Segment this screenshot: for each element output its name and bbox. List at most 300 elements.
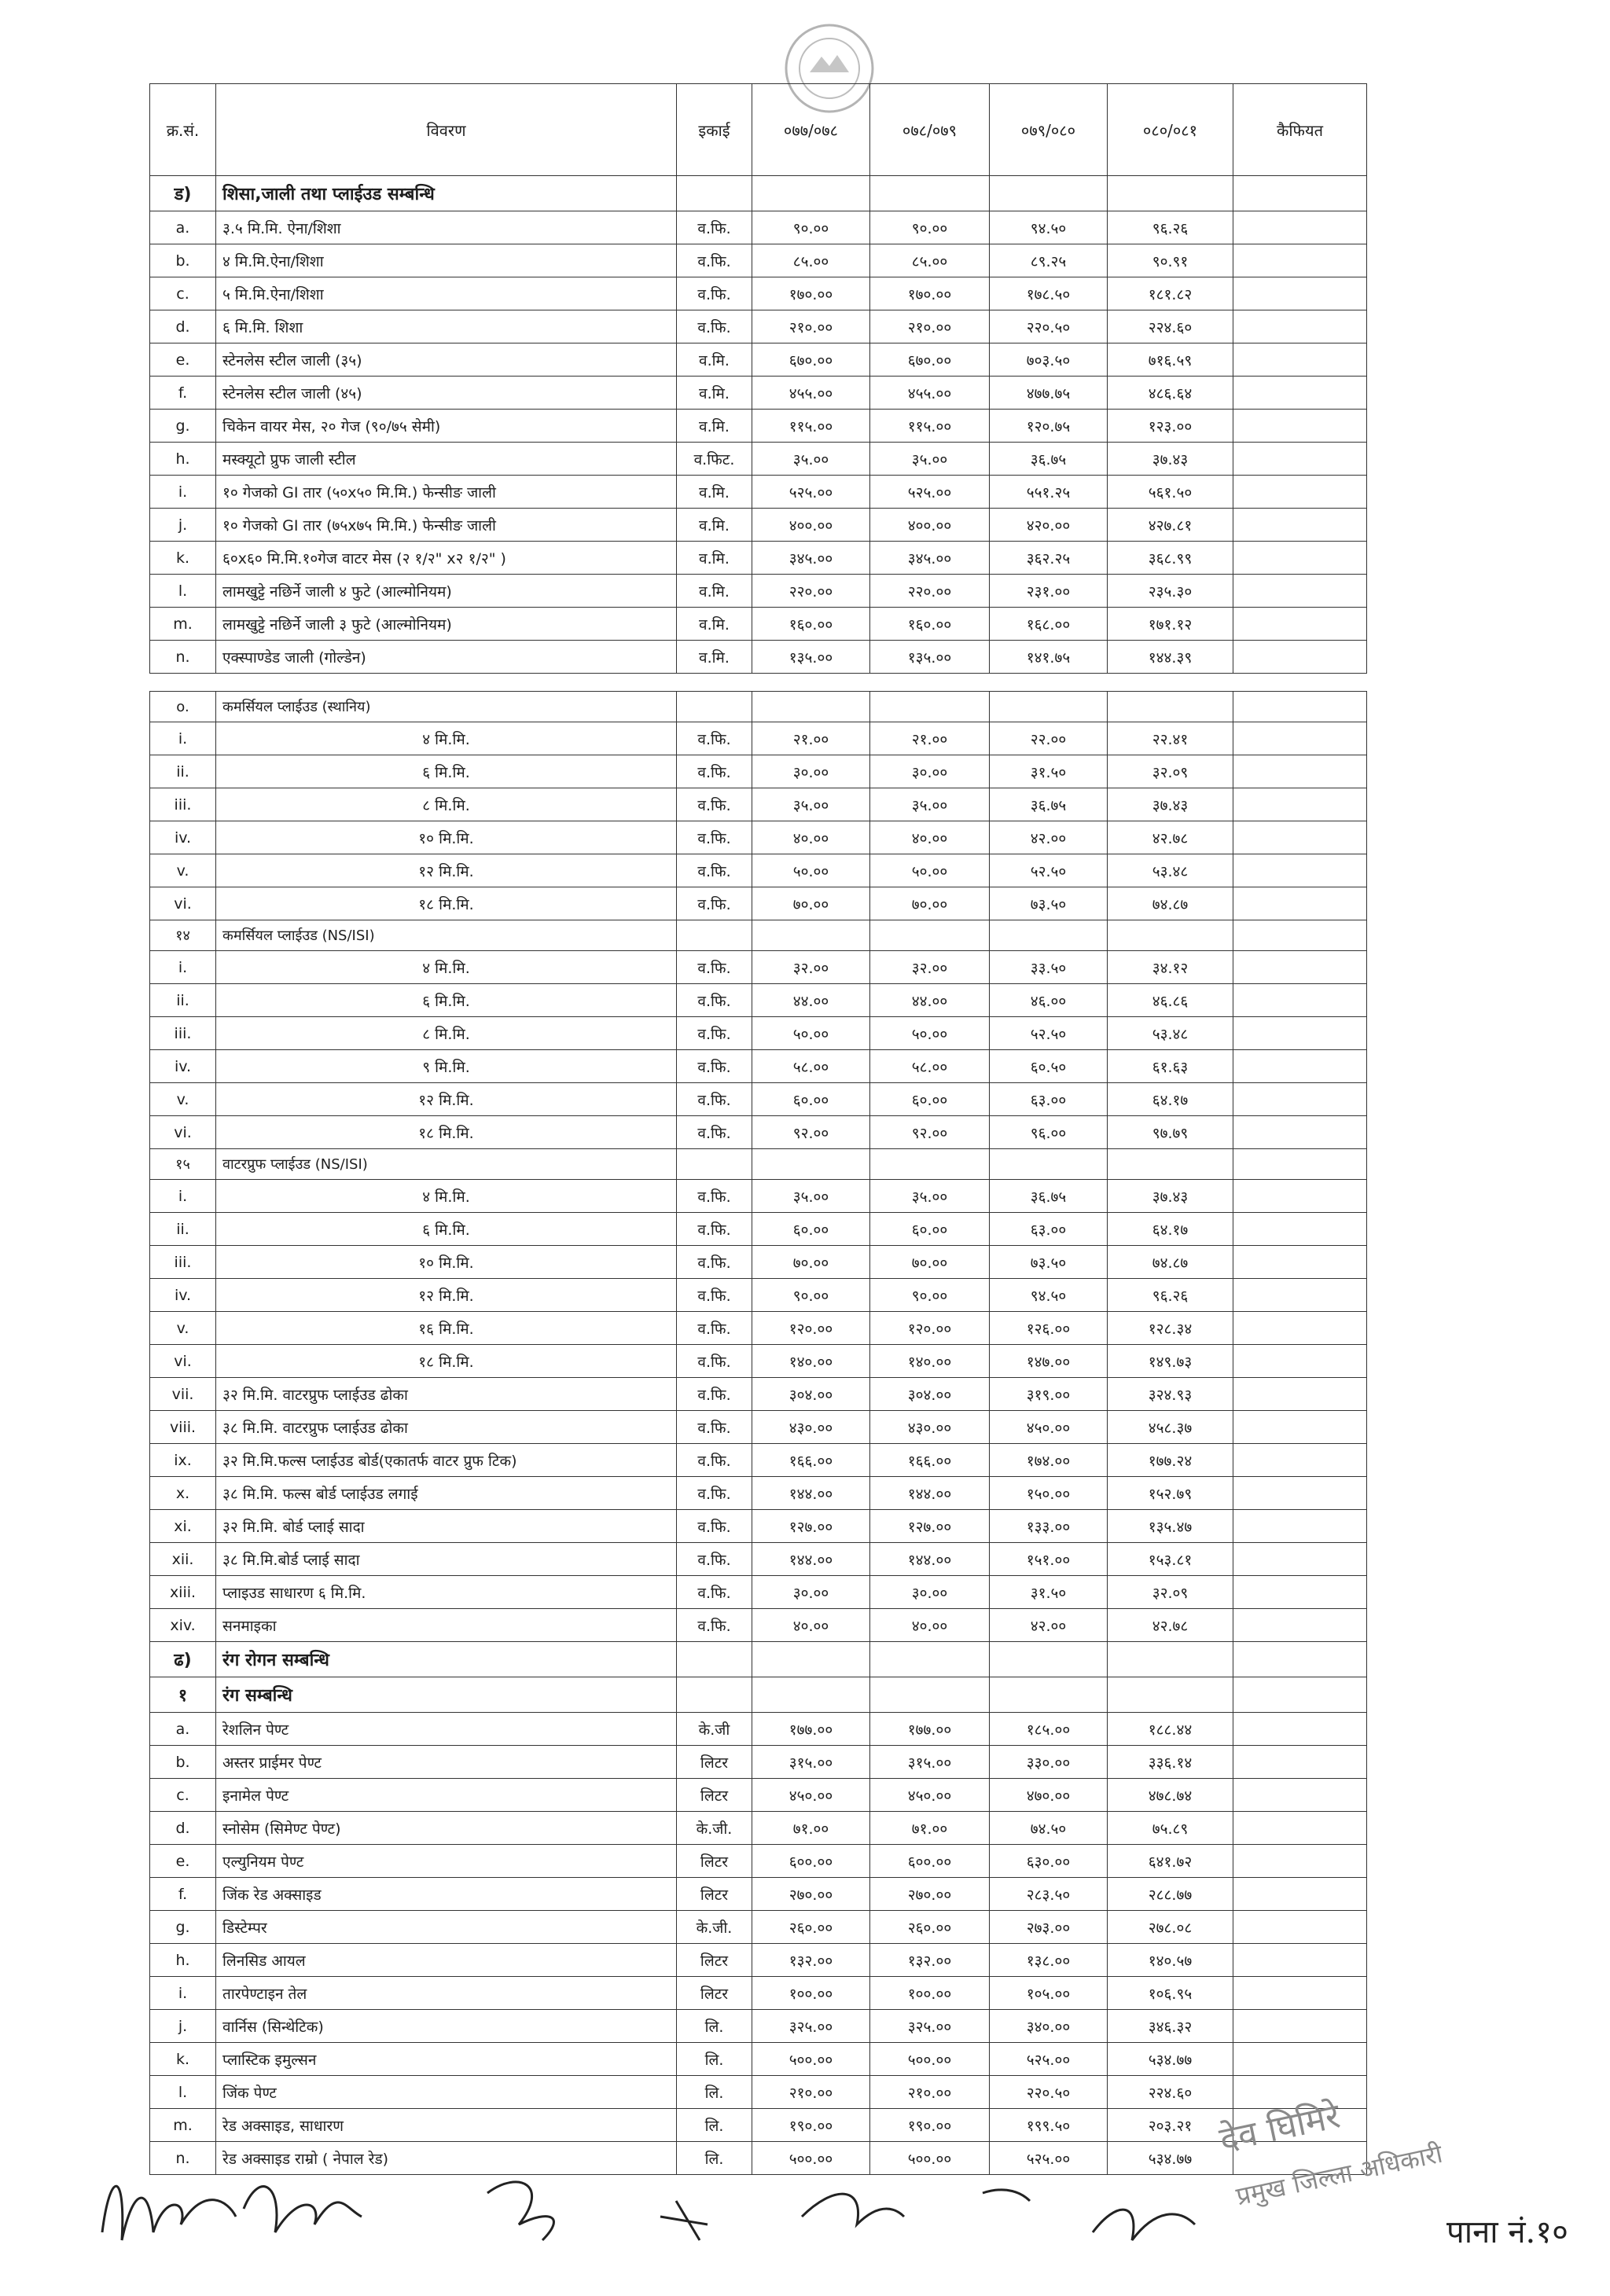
row-value-year-4: १३५.४७ [1108, 1510, 1233, 1543]
row-unit: व.मि. [677, 410, 752, 443]
header-remarks: कैफियत [1233, 84, 1367, 176]
row-value-year-1: १२०.०० [752, 1312, 870, 1345]
row-value-year-2: ६०.०० [870, 1213, 990, 1246]
row-description: एक्स्पाण्डेड जाली (गोल्डेन) [216, 641, 677, 674]
row-remarks [1233, 1477, 1367, 1510]
row-unit: व.फि. [677, 1411, 752, 1444]
row-value-year-4: ५६१.५० [1108, 476, 1233, 509]
row-remarks [1233, 476, 1367, 509]
row-unit: व.मि. [677, 509, 752, 542]
row-value-year-4: १४०.५७ [1108, 1944, 1233, 1977]
row-value-year-3: ४५०.०० [990, 1411, 1108, 1444]
row-value-year-2: ९२.०० [870, 1116, 990, 1149]
header-description: विवरण [216, 84, 677, 176]
row-value-year-2: ३२.०० [870, 951, 990, 984]
table-row [150, 1279, 1367, 1312]
section-empty [677, 176, 752, 211]
row-value-year-4: ३४६.३२ [1108, 2010, 1233, 2043]
row-sn: v. [150, 854, 216, 887]
row-value-year-1: ९०.०० [752, 211, 870, 244]
table-row [150, 575, 1367, 608]
row-description: १८ मि.मि. [216, 1116, 677, 1149]
row-remarks [1233, 1944, 1367, 1977]
row-value-year-3: ३१.५० [990, 1576, 1108, 1609]
row-description: सनमाइका [216, 1609, 677, 1642]
row-description: लामखुट्टे नछिर्ने जाली ४ फुटे (आल्मोनियम) [216, 575, 677, 608]
row-unit: व.फि. [677, 1246, 752, 1279]
row-value-year-4: ३७.४३ [1108, 788, 1233, 821]
table-row [150, 1246, 1367, 1279]
row-value-year-2: ६००.०० [870, 1845, 990, 1878]
row-sn: l. [150, 575, 216, 608]
table-row [150, 1944, 1367, 1977]
section-empty [1233, 1642, 1367, 1677]
row-remarks [1233, 887, 1367, 920]
row-unit: लि. [677, 2142, 752, 2175]
row-remarks [1233, 1083, 1367, 1116]
row-value-year-2: ४३०.०० [870, 1411, 990, 1444]
row-value-year-4: ४२७.८१ [1108, 509, 1233, 542]
row-value-year-4: ७४.८७ [1108, 887, 1233, 920]
row-value-year-3: ३६.७५ [990, 443, 1108, 476]
row-remarks [1233, 1977, 1367, 2010]
section-row [150, 692, 1367, 722]
row-unit: व.फि. [677, 722, 752, 755]
section-empty [1233, 1677, 1367, 1713]
table-row [150, 410, 1367, 443]
row-unit: व.फि. [677, 1576, 752, 1609]
row-description: तारपेण्टाइन तेल [216, 1977, 677, 2010]
table-row [150, 1345, 1367, 1378]
row-value-year-2: २६०.०० [870, 1911, 990, 1944]
section-empty [677, 1677, 752, 1713]
row-sn: b. [150, 244, 216, 277]
row-value-year-3: १५१.०० [990, 1543, 1108, 1576]
section-empty [1108, 1677, 1233, 1713]
row-description: ३२ मि.मि. बोर्ड प्लाई सादा [216, 1510, 677, 1543]
row-sn: xiv. [150, 1609, 216, 1642]
row-value-year-2: ३०.०० [870, 755, 990, 788]
table-row [150, 1378, 1367, 1411]
row-unit: लिटर [677, 1878, 752, 1911]
row-description: ६०x६० मि.मि.१०गेज वाटर मेस (२ १/२" x२ १/२" ) [216, 542, 677, 575]
row-remarks [1233, 1510, 1367, 1543]
table-row [150, 1477, 1367, 1510]
row-sn: m. [150, 2109, 216, 2142]
row-value-year-4: ४८६.६४ [1108, 377, 1233, 410]
row-value-year-2: ४५०.०० [870, 1779, 990, 1812]
row-value-year-3: ७०३.५० [990, 343, 1108, 377]
row-value-year-3: ७३.५० [990, 887, 1108, 920]
section-empty [677, 1149, 752, 1180]
row-value-year-2: १३२.०० [870, 1944, 990, 1977]
row-value-year-3: ६०.५० [990, 1050, 1108, 1083]
row-value-year-3: ५२५.०० [990, 2043, 1108, 2076]
row-description: १० गेजको GI तार (७५x७५ मि.मि.) फेन्सीङ जाली [216, 509, 677, 542]
row-value-year-1: ७०.०० [752, 1246, 870, 1279]
row-sn: e. [150, 1845, 216, 1878]
row-value-year-2: १३५.०० [870, 641, 990, 674]
row-sn: iii. [150, 1017, 216, 1050]
row-remarks [1233, 211, 1367, 244]
row-remarks [1233, 1279, 1367, 1312]
row-value-year-2: ४००.०० [870, 509, 990, 542]
row-description: स्नोसेम (सिमेण्ट पेण्ट) [216, 1812, 677, 1845]
row-value-year-4: ३४.१२ [1108, 951, 1233, 984]
table-row [150, 1083, 1367, 1116]
row-remarks [1233, 1050, 1367, 1083]
row-remarks [1233, 1444, 1367, 1477]
row-value-year-4: ९७.७९ [1108, 1116, 1233, 1149]
row-sn: iv. [150, 821, 216, 854]
row-value-year-2: १२०.०० [870, 1312, 990, 1345]
row-description: स्टेनलेस स्टील जाली (३५) [216, 343, 677, 377]
row-value-year-3: ३१९.०० [990, 1378, 1108, 1411]
row-value-year-3: १३८.०० [990, 1944, 1108, 1977]
row-value-year-3: ९४.५० [990, 211, 1108, 244]
row-value-year-4: १४९.७३ [1108, 1345, 1233, 1378]
row-value-year-1: ४५०.०० [752, 1779, 870, 1812]
section-empty [677, 692, 752, 722]
row-value-year-4: २०३.२१ [1108, 2109, 1233, 2142]
row-description: ५ मि.मि.ऐना/शिशा [216, 277, 677, 310]
section-empty [752, 1677, 870, 1713]
row-description: डिस्टेम्पर [216, 1911, 677, 1944]
row-sn: viii. [150, 1411, 216, 1444]
row-sn: vi. [150, 1345, 216, 1378]
row-value-year-3: ६३.०० [990, 1083, 1108, 1116]
row-value-year-4: ९६.२६ [1108, 211, 1233, 244]
row-value-year-1: ७०.०० [752, 887, 870, 920]
row-unit: व.फि. [677, 1312, 752, 1345]
price-table-sheet [149, 83, 1366, 2175]
row-unit: व.फि. [677, 1213, 752, 1246]
row-description: ६ मि.मि. शिशा [216, 310, 677, 343]
row-remarks [1233, 244, 1367, 277]
row-value-year-2: १४४.०० [870, 1477, 990, 1510]
row-value-year-3: २२०.५० [990, 310, 1108, 343]
row-remarks [1233, 788, 1367, 821]
row-value-year-1: ५८.०० [752, 1050, 870, 1083]
row-remarks [1233, 2043, 1367, 2076]
row-value-year-1: २१०.०० [752, 2076, 870, 2109]
row-value-year-4: ३२४.९३ [1108, 1378, 1233, 1411]
table-row [150, 788, 1367, 821]
row-value-year-2: १४४.०० [870, 1543, 990, 1576]
section-title: वाटरप्रुफ प्लाईउड (NS/ISI) [216, 1149, 677, 1180]
row-value-year-4: ३७.४३ [1108, 443, 1233, 476]
row-unit: व.फि. [677, 887, 752, 920]
row-sn: k. [150, 542, 216, 575]
row-description: जिंक पेण्ट [216, 2076, 677, 2109]
row-sn: iii. [150, 788, 216, 821]
row-value-year-3: १९९.५० [990, 2109, 1108, 2142]
row-unit: व.फि. [677, 1609, 752, 1642]
table-row [150, 2043, 1367, 2076]
table-row [150, 1510, 1367, 1543]
row-value-year-1: २१०.०० [752, 310, 870, 343]
header-year-3: ०७९/०८० [990, 84, 1108, 176]
section-row [150, 1149, 1367, 1180]
row-sn: e. [150, 343, 216, 377]
section-empty [870, 1149, 990, 1180]
header-year-2: ०७८/०७९ [870, 84, 990, 176]
row-description: १६ मि.मि. [216, 1312, 677, 1345]
row-value-year-2: ७१.०० [870, 1812, 990, 1845]
row-value-year-1: १४०.०० [752, 1345, 870, 1378]
section-empty [1108, 692, 1233, 722]
row-value-year-1: ४५५.०० [752, 377, 870, 410]
row-sn: n. [150, 2142, 216, 2175]
table-row [150, 755, 1367, 788]
row-value-year-2: ५८.०० [870, 1050, 990, 1083]
table-row [150, 542, 1367, 575]
row-value-year-1: ९२.०० [752, 1116, 870, 1149]
row-remarks [1233, 542, 1367, 575]
row-value-year-1: १४४.०० [752, 1543, 870, 1576]
row-sn: j. [150, 2010, 216, 2043]
row-description: जिंक रेड अक्साइड [216, 1878, 677, 1911]
row-unit: व.मि. [677, 476, 752, 509]
row-value-year-4: ५३४.७७ [1108, 2142, 1233, 2175]
header-sn: क्र.सं. [150, 84, 216, 176]
row-description: ४ मि.मि.ऐना/शिशा [216, 244, 677, 277]
row-value-year-2: १६६.०० [870, 1444, 990, 1477]
row-value-year-1: १२७.०० [752, 1510, 870, 1543]
section-empty [752, 920, 870, 951]
row-sn: v. [150, 1083, 216, 1116]
spacer-row [150, 674, 1367, 692]
row-unit: व.मि. [677, 575, 752, 608]
row-value-year-3: ५२५.०० [990, 2142, 1108, 2175]
row-unit: व.फि. [677, 1050, 752, 1083]
table-row [150, 722, 1367, 755]
row-remarks [1233, 1180, 1367, 1213]
row-description: ४ मि.मि. [216, 951, 677, 984]
row-value-year-4: ३६८.९९ [1108, 542, 1233, 575]
row-description: ९ मि.मि. [216, 1050, 677, 1083]
row-value-year-3: १८५.०० [990, 1713, 1108, 1746]
section-empty [752, 692, 870, 722]
row-unit: व.फि. [677, 854, 752, 887]
row-value-year-3: ३३.५० [990, 951, 1108, 984]
row-value-year-2: २७०.०० [870, 1878, 990, 1911]
row-remarks [1233, 1746, 1367, 1779]
row-value-year-4: ६४.१७ [1108, 1083, 1233, 1116]
row-unit: लि. [677, 2109, 752, 2142]
row-value-year-4: ४६.८६ [1108, 984, 1233, 1017]
row-value-year-2: २१०.०० [870, 310, 990, 343]
header-unit: इकाई [677, 84, 752, 176]
row-remarks [1233, 1378, 1367, 1411]
row-remarks [1233, 1411, 1367, 1444]
row-value-year-1: ९०.०० [752, 1279, 870, 1312]
row-unit: लिटर [677, 1746, 752, 1779]
section-row [150, 1642, 1367, 1677]
row-value-year-4: ३७.४३ [1108, 1180, 1233, 1213]
row-value-year-2: ३१५.०० [870, 1746, 990, 1779]
table-row [150, 1911, 1367, 1944]
section-title: शिसा,जाली तथा प्लाईउड सम्बन्धि [216, 176, 677, 211]
row-value-year-2: ६७०.०० [870, 343, 990, 377]
row-value-year-3: ९४.५० [990, 1279, 1108, 1312]
row-value-year-4: ७५.८९ [1108, 1812, 1233, 1845]
row-description: ३.५ मि.मि. ऐना/शिशा [216, 211, 677, 244]
row-value-year-3: २७३.०० [990, 1911, 1108, 1944]
row-value-year-3: ५२.५० [990, 854, 1108, 887]
row-remarks [1233, 343, 1367, 377]
section-empty [752, 176, 870, 211]
section-empty [870, 1677, 990, 1713]
row-value-year-2: २१.०० [870, 722, 990, 755]
section-title: रंग सम्बन्धि [216, 1677, 677, 1713]
row-remarks [1233, 377, 1367, 410]
section-empty [677, 1642, 752, 1677]
row-value-year-3: ३६.७५ [990, 788, 1108, 821]
section-sn: ढ) [150, 1642, 216, 1677]
row-value-year-3: १७४.०० [990, 1444, 1108, 1477]
row-remarks [1233, 984, 1367, 1017]
row-description: वार्निस (सिन्थेटिक) [216, 2010, 677, 2043]
row-description: एल्युनियम पेण्ट [216, 1845, 677, 1878]
row-value-year-4: २७८.०८ [1108, 1911, 1233, 1944]
row-value-year-1: ३२५.०० [752, 2010, 870, 2043]
row-value-year-4: ३२.०९ [1108, 1576, 1233, 1609]
section-empty [1233, 920, 1367, 951]
row-remarks [1233, 1779, 1367, 1812]
row-value-year-3: ७४.५० [990, 1812, 1108, 1845]
row-value-year-4: ५३४.७७ [1108, 2043, 1233, 2076]
row-value-year-2: ३२५.०० [870, 2010, 990, 2043]
row-value-year-1: ४३०.०० [752, 1411, 870, 1444]
row-value-year-1: ३०४.०० [752, 1378, 870, 1411]
row-value-year-4: ३२.०९ [1108, 755, 1233, 788]
row-description: ६ मि.मि. [216, 755, 677, 788]
row-remarks [1233, 608, 1367, 641]
row-description: रेशलिन पेण्ट [216, 1713, 677, 1746]
row-sn: n. [150, 641, 216, 674]
row-remarks [1233, 1845, 1367, 1878]
row-value-year-1: ३५.०० [752, 443, 870, 476]
table-row [150, 1444, 1367, 1477]
row-value-year-2: ३५.०० [870, 443, 990, 476]
row-value-year-1: ३१५.०० [752, 1746, 870, 1779]
row-sn: vii. [150, 1378, 216, 1411]
table-row [150, 1411, 1367, 1444]
row-unit: लिटर [677, 1845, 752, 1878]
row-value-year-2: २२०.०० [870, 575, 990, 608]
row-value-year-3: ४२.०० [990, 821, 1108, 854]
row-value-year-2: १२७.०० [870, 1510, 990, 1543]
row-description: १२ मि.मि. [216, 1083, 677, 1116]
table-row [150, 1543, 1367, 1576]
row-unit: व.फि. [677, 211, 752, 244]
row-description: ८ मि.मि. [216, 1017, 677, 1050]
row-description: मस्क्यूटो प्रुफ जाली स्टील [216, 443, 677, 476]
row-remarks [1233, 1213, 1367, 1246]
section-empty [1108, 1149, 1233, 1180]
row-value-year-3: १२६.०० [990, 1312, 1108, 1345]
row-value-year-3: ३४०.०० [990, 2010, 1108, 2043]
row-value-year-3: ४७७.७५ [990, 377, 1108, 410]
signatures [79, 2138, 1258, 2279]
section-sn: ड) [150, 176, 216, 211]
row-value-year-1: ६०.०० [752, 1213, 870, 1246]
section-empty [1233, 1149, 1367, 1180]
table-row [150, 1977, 1367, 2010]
row-sn: i. [150, 951, 216, 984]
row-remarks [1233, 854, 1367, 887]
section-empty [990, 1677, 1108, 1713]
table-row [150, 377, 1367, 410]
row-value-year-2: ३०४.०० [870, 1378, 990, 1411]
row-value-year-4: ७१६.५९ [1108, 343, 1233, 377]
row-sn: xi. [150, 1510, 216, 1543]
row-value-year-4: ५३.४८ [1108, 854, 1233, 887]
row-value-year-4: १५३.८१ [1108, 1543, 1233, 1576]
section-empty [990, 692, 1108, 722]
row-value-year-3: ९६.०० [990, 1116, 1108, 1149]
row-unit: व.मि. [677, 343, 752, 377]
row-value-year-4: २८८.७७ [1108, 1878, 1233, 1911]
table-row [150, 1576, 1367, 1609]
section-empty [1108, 176, 1233, 211]
row-remarks [1233, 2010, 1367, 2043]
row-remarks [1233, 1609, 1367, 1642]
table-row [150, 1050, 1367, 1083]
table-row [150, 1312, 1367, 1345]
header-year-4: ०८०/०८१ [1108, 84, 1233, 176]
table-row [150, 984, 1367, 1017]
row-value-year-4: ३३६.१४ [1108, 1746, 1233, 1779]
table-row [150, 509, 1367, 542]
row-value-year-1: ३०.०० [752, 1576, 870, 1609]
row-value-year-4: ४२.७८ [1108, 821, 1233, 854]
row-value-year-4: ९६.२६ [1108, 1279, 1233, 1312]
row-value-year-1: ८५.०० [752, 244, 870, 277]
row-sn: g. [150, 1911, 216, 1944]
table-row [150, 1017, 1367, 1050]
row-value-year-2: ७०.०० [870, 1246, 990, 1279]
row-value-year-2: ८५.०० [870, 244, 990, 277]
section-sn: १४ [150, 920, 216, 951]
row-sn: a. [150, 1713, 216, 1746]
table-row [150, 2109, 1367, 2142]
officer-stamp-title: प्रमुख जिल्ला अधिकारी [1233, 2138, 1446, 2212]
row-remarks [1233, 951, 1367, 984]
section-empty [990, 176, 1108, 211]
row-value-year-1: ४४.०० [752, 984, 870, 1017]
section-empty [870, 1642, 990, 1677]
row-sn: i. [150, 722, 216, 755]
row-value-year-4: ५३.४८ [1108, 1017, 1233, 1050]
section-empty [990, 920, 1108, 951]
row-description: स्टेनलेस स्टील जाली (४५) [216, 377, 677, 410]
row-value-year-3: २२.०० [990, 722, 1108, 755]
row-value-year-1: ११५.०० [752, 410, 870, 443]
row-sn: a. [150, 211, 216, 244]
row-unit: व.फि. [677, 1116, 752, 1149]
section-empty [752, 1642, 870, 1677]
row-remarks [1233, 575, 1367, 608]
row-description: ६ मि.मि. [216, 984, 677, 1017]
table-header-row [150, 84, 1367, 176]
row-value-year-4: ४२.७८ [1108, 1609, 1233, 1642]
table-row [150, 1812, 1367, 1845]
row-unit: व.फि. [677, 1017, 752, 1050]
row-value-year-3: ५२.५० [990, 1017, 1108, 1050]
row-unit: व.फि. [677, 1345, 752, 1378]
